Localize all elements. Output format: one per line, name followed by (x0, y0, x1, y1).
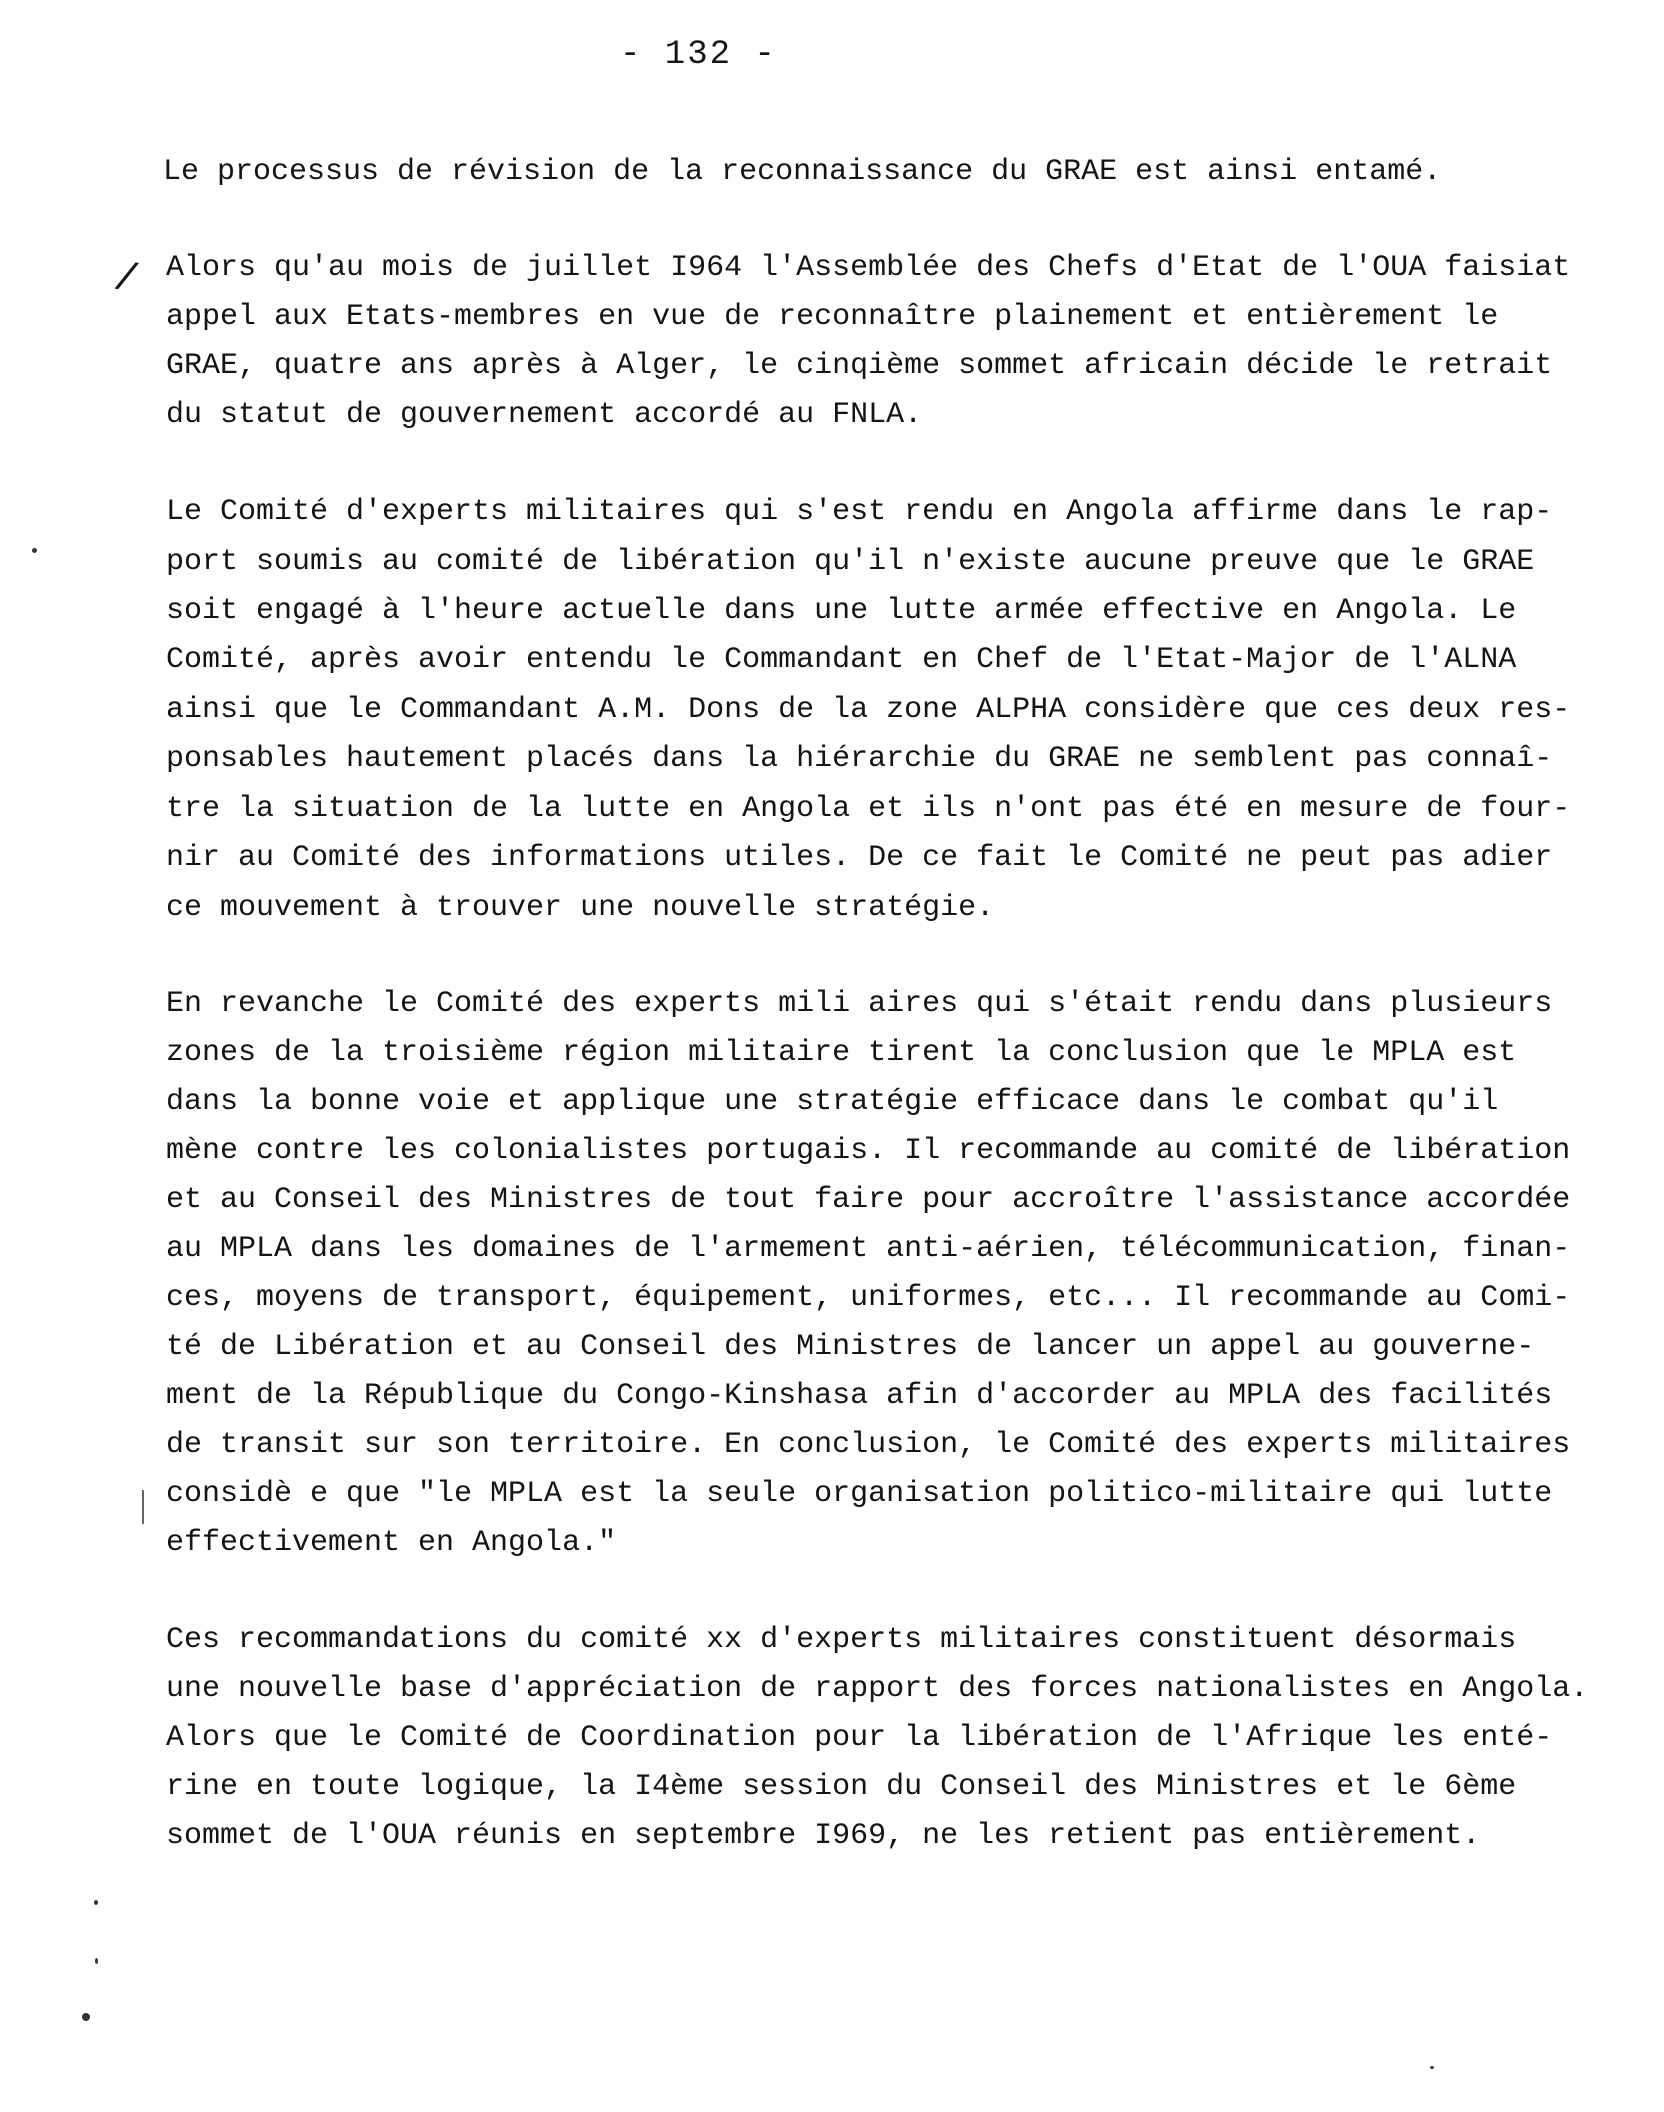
text-line: au MPLA dans les domaines de l'armement anti-aérien, télécommunication, finan- (166, 1232, 1571, 1266)
text-line: Comité, après avoir entendu le Commandant en Chef de l'Etat-Major de l'ALNA (166, 643, 1517, 677)
text-line: En revanche le Comité des experts mili aires qui s'était rendu dans plusieurs (166, 987, 1553, 1021)
text-line: ponsables hautement placés dans la hiérarchie du GRAE ne semblent pas connaî- (166, 742, 1553, 776)
margin-annotation-mark: / (110, 256, 142, 305)
text-line: sommet de l'OUA réunis en septembre I969, ne les retient pas entièrement. (166, 1819, 1481, 1853)
text-line: du statut de gouvernement accordé au FNLA. (166, 398, 923, 432)
text-line: effectivement en Angola." (166, 1526, 617, 1560)
text-line: port soumis au comité de libération qu'il n'existe aucune preuve que le GRAE (166, 545, 1535, 579)
text-line: mène contre les colonialistes portugais. Il recommande au comité de libération (166, 1134, 1571, 1168)
scan-speck (95, 1958, 98, 1964)
text-line: Le Comité d'experts militaires qui s'est rendu en Angola affirme dans le rap- (166, 495, 1553, 529)
text-line: soit engagé à l'heure actuelle dans une lutte armée effective en Angola. Le (166, 594, 1517, 628)
margin-annotation-bar (142, 1490, 144, 1524)
page-number: - 132 - (620, 36, 777, 74)
text-line: ce mouvement à trouver une nouvelle stratégie. (166, 891, 995, 925)
scan-speck (32, 548, 37, 553)
text-line: té de Libération et au Conseil des Ministres de lancer un appel au gouverne- (166, 1330, 1535, 1364)
text-line: et au Conseil des Ministres de tout faire pour accroître l'assistance accordée (166, 1183, 1571, 1217)
text-line: zones de la troisième région militaire tirent la conclusion que le MPLA est (166, 1036, 1517, 1070)
scan-speck (94, 1900, 98, 1905)
text-line: une nouvelle base d'appréciation de rapport des forces nationalistes en Angola. (166, 1672, 1589, 1706)
text-line: considè e que "le MPLA est la seule organisation politico-militaire qui lutte (166, 1477, 1553, 1511)
text-line: de transit sur son territoire. En conclusion, le Comité des experts militaires (166, 1428, 1571, 1462)
text-line: ainsi que le Commandant A.M. Dons de la zone ALPHA considère que ces deux res- (166, 693, 1571, 727)
text-line: appel aux Etats-membres en vue de reconnaître plainement et entièrement le (166, 300, 1499, 334)
text-line: GRAE, quatre ans après à Alger, le cinqième sommet africain décide le retrait (166, 349, 1553, 383)
scan-speck (82, 2013, 90, 2021)
text-line: Ces recommandations du comité xx d'experts militaires constituent désormais (166, 1623, 1517, 1657)
text-line: Alors qu'au mois de juillet I964 l'Assemblée des Chefs d'Etat de l'OUA faisiat (166, 251, 1571, 285)
text-line: nir au Comité des informations utiles. De ce fait le Comité ne peut pas adier (166, 841, 1553, 875)
text-line: Le processus de révision de la reconnaissance du GRAE est ainsi entamé. (163, 155, 1442, 189)
text-line: ces, moyens de transport, équipement, uniformes, etc... Il recommande au Comi- (166, 1281, 1571, 1315)
text-line: ment de la République du Congo-Kinshasa afin d'accorder au MPLA des facilités (166, 1379, 1553, 1413)
text-line: Alors que le Comité de Coordination pour la libération de l'Afrique les enté- (166, 1721, 1553, 1755)
text-line: rine en toute logique, la I4ème session du Conseil des Ministres et le 6ème (166, 1770, 1517, 1804)
text-line: dans la bonne voie et applique une stratégie efficace dans le combat qu'il (166, 1085, 1499, 1119)
scan-speck (1430, 2066, 1434, 2069)
text-line: tre la situation de la lutte en Angola et ils n'ont pas été en mesure de four- (166, 792, 1571, 826)
